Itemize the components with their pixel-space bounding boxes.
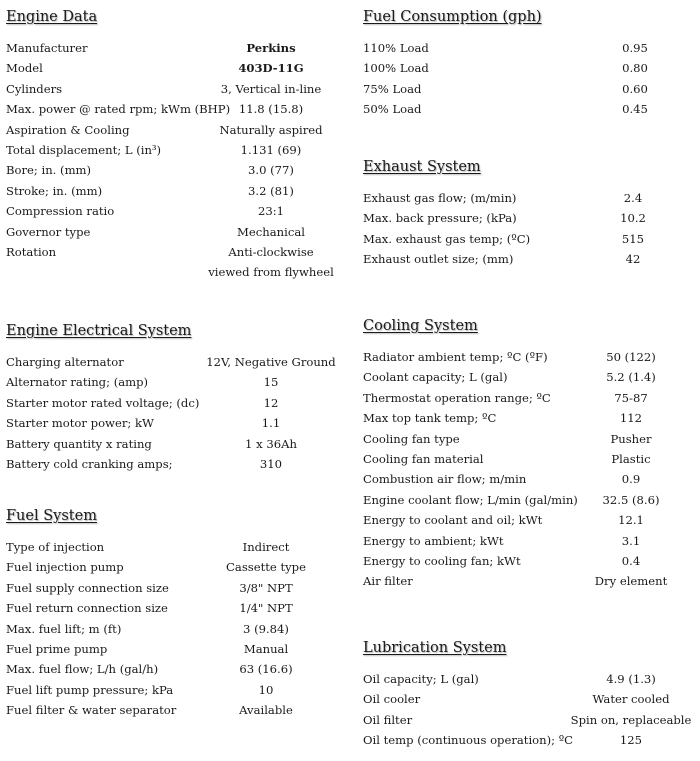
spec-label: Fuel injection pump [6,560,124,575]
spec-value: Available [239,703,293,718]
spec-label: Fuel supply connection size [6,580,169,595]
spec-label: Exhaust outlet size; (mm) [363,252,514,267]
spec-label: Charging alternator [6,355,124,369]
spec-value: 0.95 [622,41,648,55]
spec-value: 0.9 [621,472,641,487]
spec-label: Max top tank temp; ºC [363,411,497,426]
spec-value: Mechanical [237,224,305,239]
spec-value: 12.1 [618,513,644,528]
spec-label: Battery cold cranking amps; [6,456,173,471]
spec-label: Fuel return connection size [6,601,168,616]
spec-value: 50 (122) [606,350,656,364]
spec-value: Spin on, replaceable [570,712,692,727]
spec-value: 112 [619,411,643,426]
spec-label: Alternator rating; (amp) [6,375,149,390]
spec-value: 1/4" NPT [239,601,293,616]
spec-value: 0.60 [622,81,648,96]
spec-value: Cassette type [226,560,306,575]
exhaust-system-heading: Exhaust System [363,159,481,175]
spec-value: 10 [258,682,274,697]
spec-label: Max. fuel flow; L/h (gal/h) [6,662,159,677]
spec-label: Cylinders [6,81,63,96]
spec-value: 15 [263,375,279,390]
spec-value: 5.2 (1.4) [606,370,656,385]
spec-label: Oil filter [363,712,413,727]
cooling-system-section [363,317,668,589]
spec-value: 3.0 (77) [248,163,294,178]
spec-value: Pusher [610,431,652,446]
spec-label: Stroke; in. (mm) [6,183,103,198]
spec-label: Oil capacity; L (gal) [363,672,479,686]
spec-label: Starter motor power; kW [6,416,154,431]
spec-value: 3.1 [621,533,641,548]
spec-label: Max. fuel lift; m (ft) [6,621,122,636]
lubrication-system-section [363,639,692,748]
spec-value: 42 [625,252,641,267]
spec-value: 4.9 (1.3) [606,672,656,686]
spec-label: Combustion air flow; m/min [363,472,527,487]
spec-label: 110% Load [363,41,429,55]
fuel-system-heading: Fuel System [6,508,97,524]
spec-value: viewed from flywheel [208,265,334,280]
spec-label: Cooling fan material [363,451,484,466]
spec-label: Manufacturer [6,41,88,55]
spec-label: Rotation [6,244,57,259]
engine-electrical-section [6,322,336,471]
spec-label: Oil cooler [363,692,421,707]
spec-value: 0.45 [622,102,648,117]
lubrication-system-heading: Lubrication System [363,640,507,656]
spec-label: Cooling fan type [363,431,460,446]
spec-value: 12V, Negative Ground [206,355,336,369]
spec-label: Max. back pressure; (kPa) [363,211,517,226]
cooling-system-heading: Cooling System [363,318,478,334]
spec-value: Indirect [242,540,290,554]
engine-data-section [6,8,334,280]
spec-label: Radiator ambient temp; ºC (ºF) [363,350,548,364]
spec-value: Plastic [611,451,651,466]
spec-value: 125 [619,733,643,748]
spec-label: 100% Load [363,61,429,76]
spec-label: Compression ratio [6,204,115,219]
spec-value: 10.2 [620,211,646,226]
spec-value: 0.4 [621,553,641,568]
spec-label: Model [6,61,43,76]
spec-label: Starter motor rated voltage; (dc) [6,395,200,410]
spec-label: Fuel prime pump [6,641,108,656]
exhaust-system-section [363,158,646,267]
spec-value: 310 [259,456,283,471]
spec-value: 32.5 (8.6) [602,492,660,507]
fuel-system-section [6,507,306,718]
spec-value: 1.131 (69) [240,142,302,157]
spec-value: 3.2 (81) [248,183,294,198]
spec-label: Aspiration & Cooling [6,122,130,137]
spec-label: 50% Load [363,102,422,117]
spec-value: 1 x 36Ah [245,436,297,451]
spec-label: 75% Load [363,81,422,96]
fuel-consumption-section [363,8,648,117]
spec-value: 1.1 [261,416,281,431]
spec-value: Water cooled [592,692,670,707]
engine-data-heading: Engine Data [6,9,98,25]
spec-value: Perkins [246,41,296,55]
spec-value: Dry element [594,574,668,589]
spec-value: 75-87 [614,390,648,405]
spec-label: Energy to coolant and oil; kWt [363,513,543,528]
spec-label: Thermostat operation range; ºC [363,390,551,405]
spec-label: Total displacement; L (in³) [6,142,162,157]
spec-value: 11.8 (15.8) [238,102,304,117]
spec-label: Oil temp (continuous operation); ºC [363,733,574,748]
spec-label: Energy to ambient; kWt [363,533,504,548]
spec-label: Fuel lift pump pressure; kPa [6,682,174,697]
spec-value: 3 (9.84) [243,621,289,636]
spec-value: Anti-clockwise [228,244,314,259]
spec-value: 12 [263,395,279,410]
spec-label: Coolant capacity; L (gal) [363,370,508,385]
engine-electrical-heading: Engine Electrical System [6,323,192,339]
spec-value: 3/8" NPT [239,580,293,595]
spec-label: Exhaust gas flow; (m/min) [363,191,517,205]
spec-value: Naturally aspired [219,122,323,137]
spec-value: 23:1 [257,204,285,219]
spec-label: Engine coolant flow; L/min (gal/min) [363,492,578,507]
spec-value: 0.80 [622,61,648,76]
spec-label: Governor type [6,224,91,239]
spec-label: Energy to cooling fan; kWt [363,553,521,568]
spec-label: Type of injection [6,540,105,554]
spec-label: Fuel filter & water separator [6,703,177,718]
spec-value: 403D-11G [238,61,304,76]
spec-label: Battery quantity x rating [6,436,152,451]
spec-label: Max. exhaust gas temp; (ºC) [363,231,531,246]
spec-value: 63 (16.6) [239,662,293,677]
spec-label: Bore; in. (mm) [6,163,92,178]
spec-value: Manual [243,641,289,656]
spec-value: 2.4 [623,191,643,205]
spec-value: 3, Vertical in-line [220,81,322,96]
spec-value: 515 [621,231,645,246]
spec-label: Max. power @ rated rpm; kWm (BHP) [6,102,231,117]
spec-label: Air filter [363,574,413,589]
fuel-consumption-heading: Fuel Consumption (gph) [363,9,542,25]
